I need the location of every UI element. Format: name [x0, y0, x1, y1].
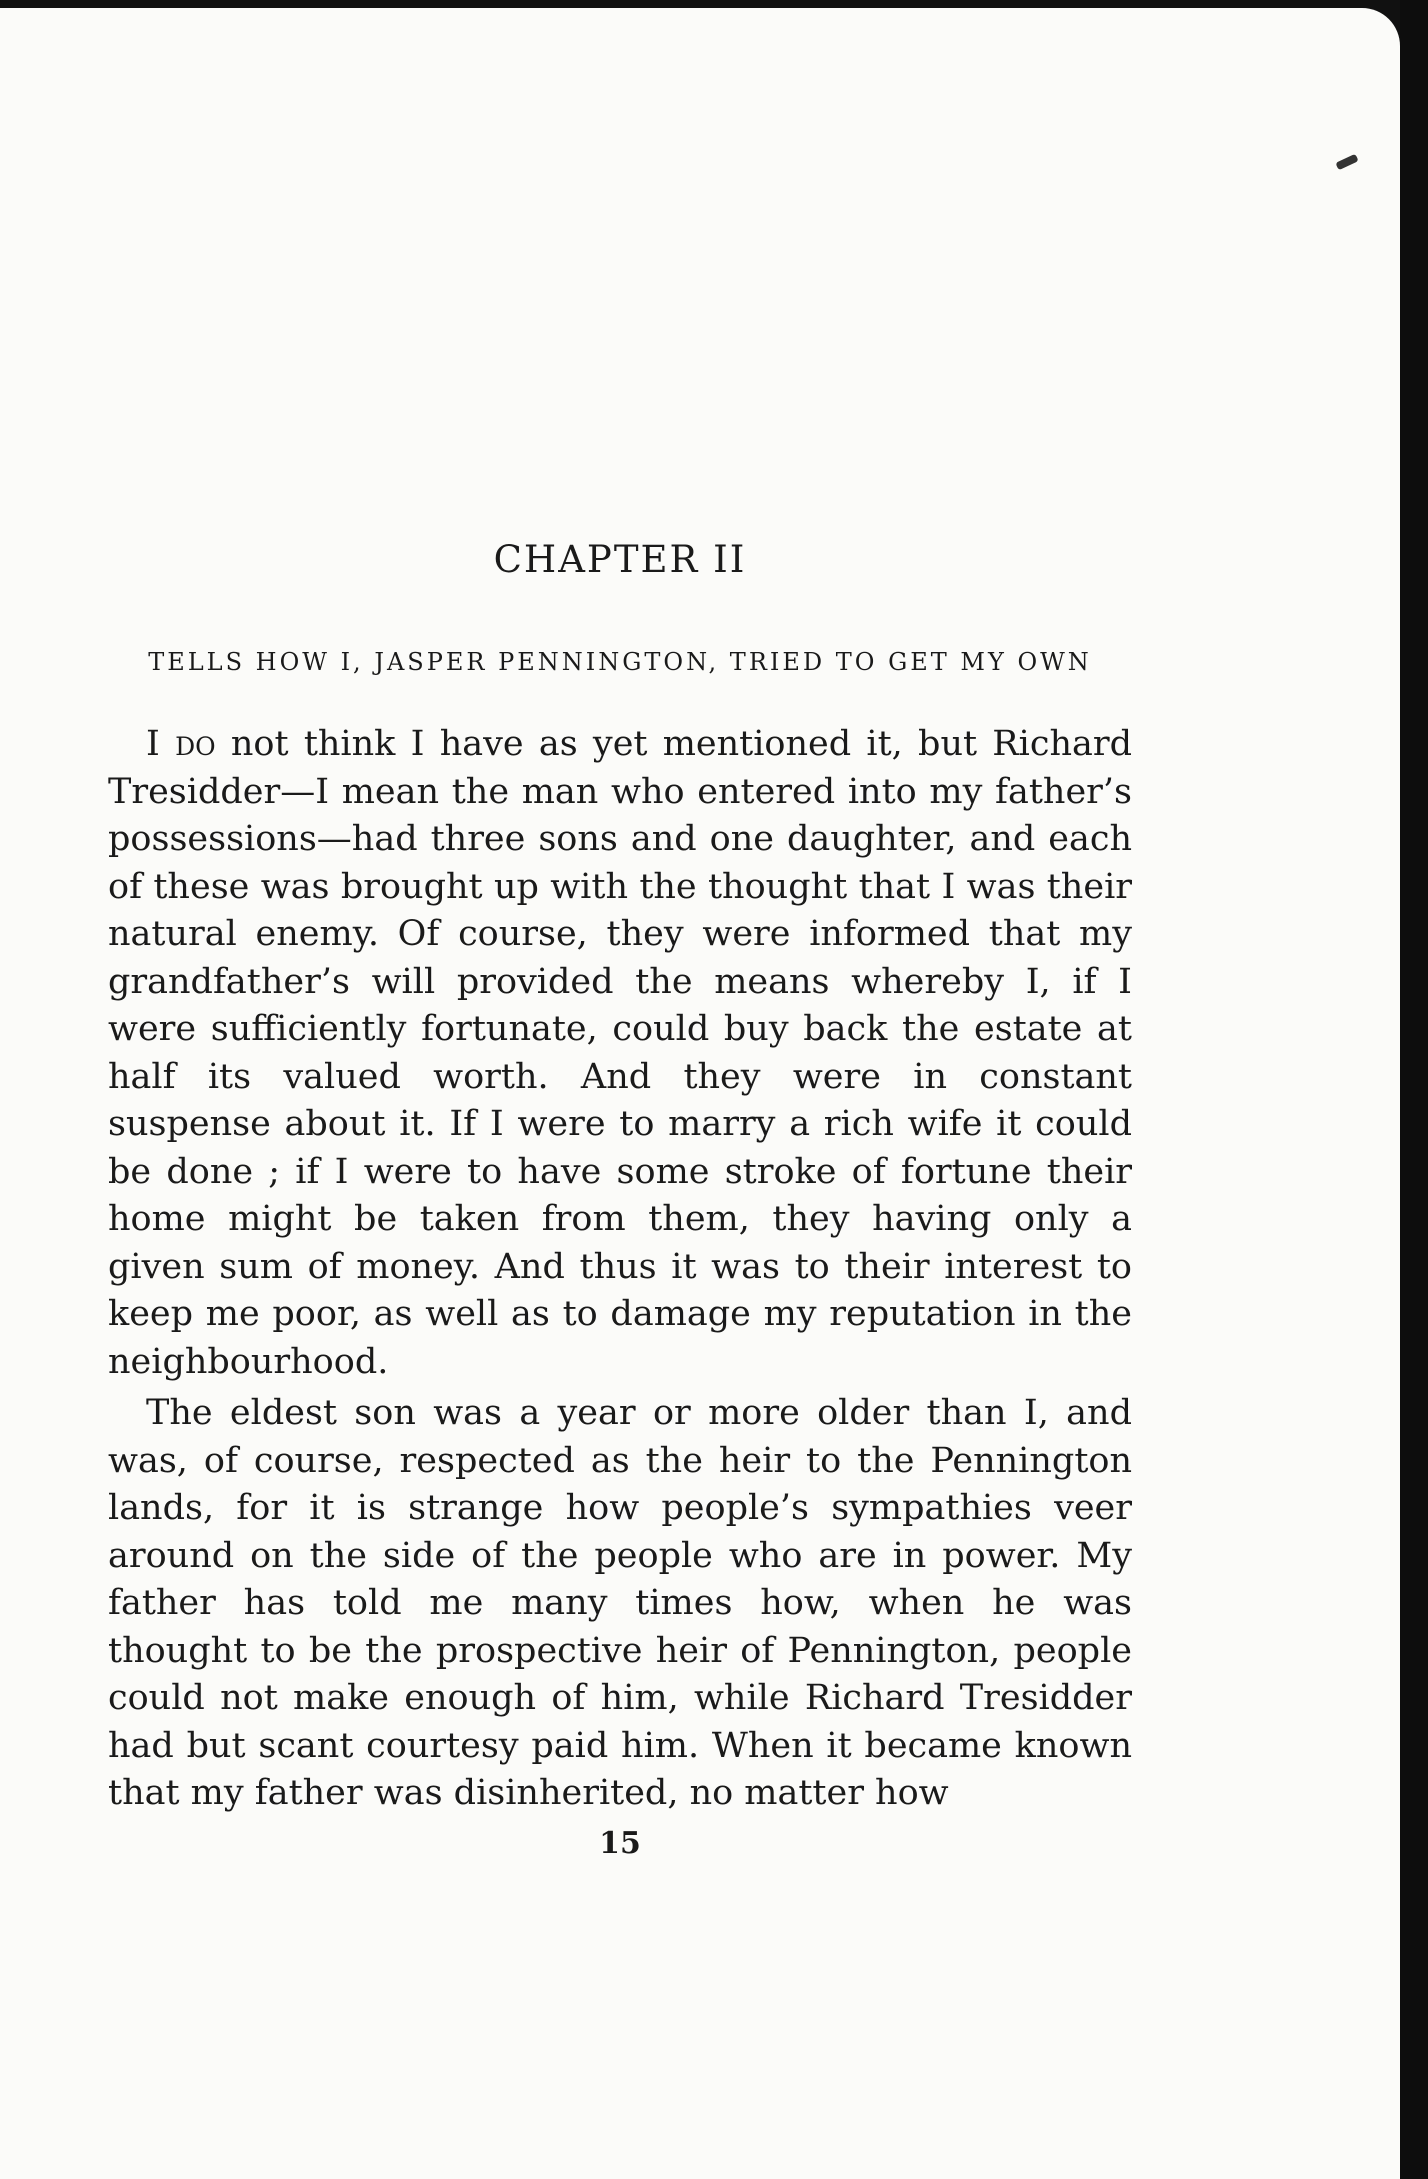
paragraph-1 [108, 721, 1132, 1386]
chapter-title: CHAPTER II [493, 538, 747, 581]
paragraph-1-text: not think I have as yet mentioned it, but Richard Tresidder—I mean the man who entered into my father’s possessions—had three sons and one daughter, and each of these was brought up with the thought that I was their natural enemy. Of course, they were informed that my grandfather’s will provided the means whereby I, if I were sufficiently fortunate, could buy back the estate at half its valued worth. And they were in constant suspense about it. If I were to marry a rich wife it could be done ; if I were to have some stroke of fortune their home might be taken from them, they having only a given sum of money. And thus it was to their interest to keep me poor, as well as to damage my reputation in the neighbourhood. [108, 724, 1132, 1382]
paper-sheet [0, 8, 1400, 2179]
scan-right-edge [1400, 0, 1428, 2179]
page-content [108, 538, 1132, 1861]
page-number: 15 [599, 1825, 641, 1861]
ink-speck [1335, 154, 1358, 171]
chapter-subtitle: TELLS HOW I, JASPER PENNINGTON, TRIED TO GET MY OWN [148, 648, 1092, 676]
paragraph-1-lead: I [146, 724, 160, 764]
paragraph-1-smallcaps: do [175, 724, 216, 764]
paragraph-2: The eldest son was a year or more older than I, and was, of course, respected as the heir to the Pennington lands, for it is strange how people’s sympathies veer around on the side of the people who are in power. My father has told me many times how, when he was thought to be the prospective heir of Pennington, people could not make enough of him, while Richard Tresidder had but scant courtesy paid him. When it became known that my father was disinherited, no matter how [108, 1393, 1132, 1813]
